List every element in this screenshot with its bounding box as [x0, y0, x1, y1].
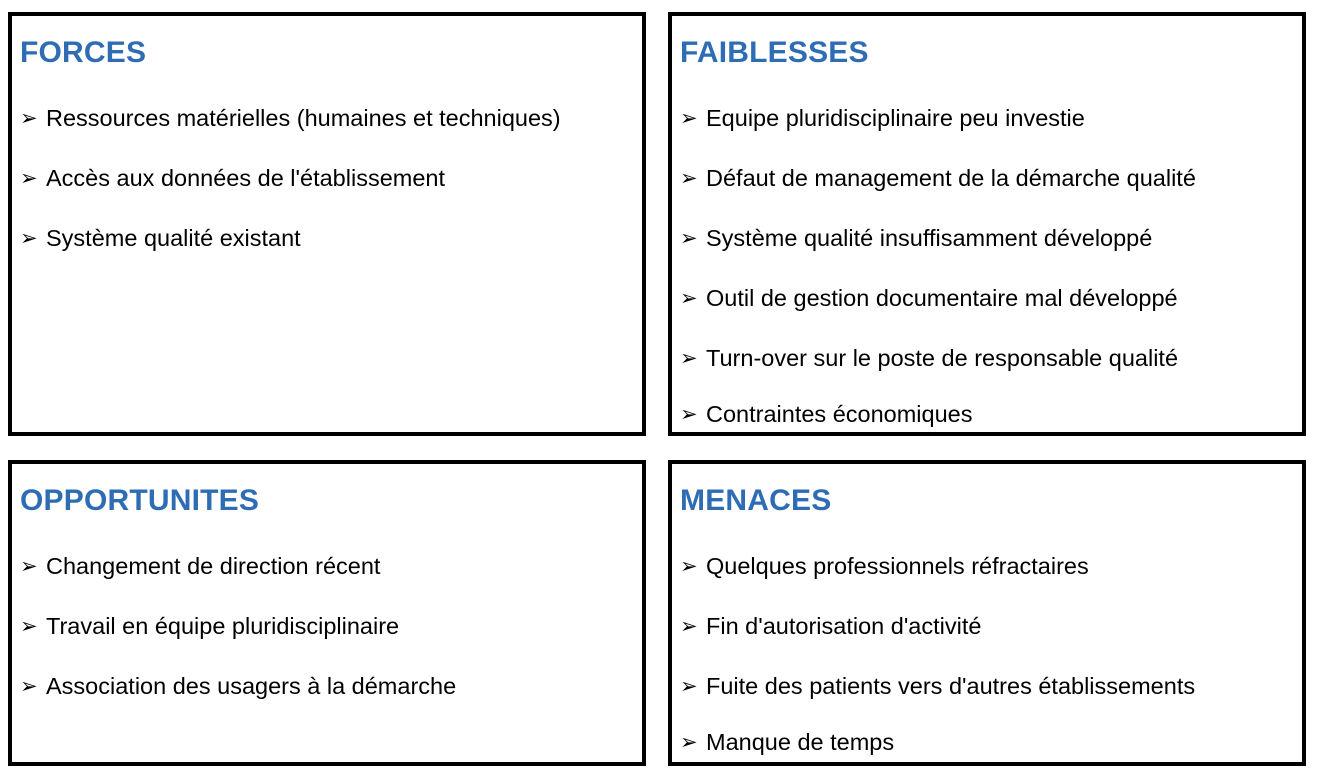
forces-title: FORCES — [20, 36, 147, 69]
list-item — [20, 671, 456, 731]
arrow-bullet-icon: ➢ — [680, 286, 698, 310]
list-item-text: Equipe pluridisciplinaire peu investie — [706, 105, 1085, 131]
faiblesses-list — [680, 103, 1196, 429]
list-item-text: Système qualité insuffisamment développé — [706, 225, 1153, 251]
arrow-bullet-icon: ➢ — [680, 554, 698, 578]
list-item — [20, 163, 561, 223]
list-item — [680, 283, 1196, 343]
arrow-bullet-icon: ➢ — [680, 730, 698, 754]
list-item-text: Système qualité existant — [46, 225, 301, 251]
arrow-bullet-icon: ➢ — [680, 402, 698, 426]
list-item-text: Outil de gestion documentaire mal développé — [706, 285, 1178, 311]
list-item-text: Turn-over sur le poste de responsable qualité — [706, 345, 1179, 371]
opportunites-title: OPPORTUNITES — [20, 484, 260, 517]
forces-list — [20, 103, 561, 283]
list-item — [680, 343, 1196, 403]
list-item — [680, 399, 1196, 429]
list-item-text: Association des usagers à la démarche — [46, 673, 457, 699]
arrow-bullet-icon: ➢ — [20, 106, 38, 130]
list-item — [680, 611, 1195, 671]
list-item — [20, 223, 561, 283]
menaces-title: MENACES — [680, 484, 832, 517]
list-item — [20, 551, 456, 611]
arrow-bullet-icon: ➢ — [20, 614, 38, 638]
list-item-text: Fuite des patients vers d'autres établissements — [706, 673, 1196, 699]
arrow-bullet-icon: ➢ — [680, 674, 698, 698]
opportunites-list — [20, 551, 456, 731]
forces-box — [8, 12, 646, 436]
menaces-list — [680, 551, 1195, 757]
arrow-bullet-icon: ➢ — [680, 166, 698, 190]
arrow-bullet-icon: ➢ — [20, 226, 38, 250]
menaces-box — [668, 460, 1306, 766]
list-item — [20, 103, 561, 163]
list-item — [680, 727, 1195, 757]
arrow-bullet-icon: ➢ — [680, 106, 698, 130]
arrow-bullet-icon: ➢ — [680, 226, 698, 250]
faiblesses-box — [668, 12, 1306, 436]
list-item — [680, 223, 1196, 283]
list-item — [680, 671, 1195, 731]
arrow-bullet-icon: ➢ — [20, 554, 38, 578]
list-item-text: Fin d'autorisation d'activité — [706, 613, 982, 639]
list-item-text: Accès aux données de l'établissement — [46, 165, 446, 191]
list-item — [680, 163, 1196, 223]
arrow-bullet-icon: ➢ — [20, 166, 38, 190]
list-item — [680, 551, 1195, 611]
arrow-bullet-icon: ➢ — [680, 614, 698, 638]
list-item-text: Contraintes économiques — [706, 401, 973, 427]
list-item-text: Travail en équipe pluridisciplinaire — [46, 613, 400, 639]
faiblesses-title: FAIBLESSES — [680, 36, 869, 69]
list-item-text: Ressources matérielles (humaines et techniques) — [46, 105, 561, 131]
arrow-bullet-icon: ➢ — [680, 346, 698, 370]
list-item-text: Changement de direction récent — [46, 553, 381, 579]
list-item — [20, 611, 456, 671]
opportunites-box — [8, 460, 646, 766]
list-item-text: Manque de temps — [706, 729, 895, 755]
list-item — [680, 103, 1196, 163]
arrow-bullet-icon: ➢ — [20, 674, 38, 698]
list-item-text: Quelques professionnels réfractaires — [706, 553, 1089, 579]
list-item-text: Défaut de management de la démarche qualité — [706, 165, 1196, 191]
